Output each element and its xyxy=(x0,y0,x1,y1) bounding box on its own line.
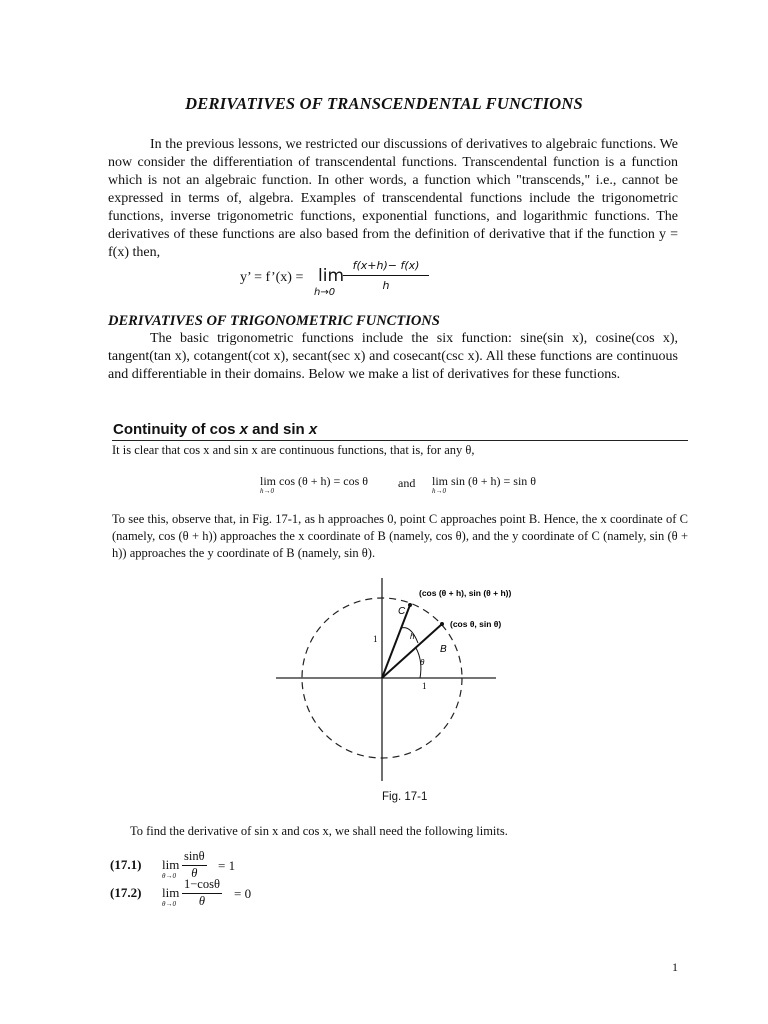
label-C: C xyxy=(398,606,406,617)
label-C-coords: (cos (θ + h), sin (θ + h)) xyxy=(419,588,512,598)
intro-paragraph xyxy=(108,136,678,262)
continuity-heading: Continuity of cos x and sin x xyxy=(113,421,318,438)
and-word: and xyxy=(398,476,416,490)
limit-cos-text: lim cos (θ + h) = cos θ xyxy=(260,474,369,488)
eq-denominator: θ xyxy=(191,866,198,880)
limit-sin-sub: h→0 xyxy=(432,487,446,495)
limit-cos xyxy=(260,474,369,495)
eq-lim-sub: θ→0 xyxy=(162,872,176,880)
formula-fraction xyxy=(343,259,429,292)
limits-intro: To find the derivative of sin x and cos x, we shall need the following limits. xyxy=(130,824,508,838)
intro-text: In the previous lessons, we restricted our discussions of derivatives to algebraic functions. We now consider the differentiation of transcendental functions. Transcendental function is a function which is not an algebraic function. In other words, a function which "transcends," i.e., cannot be expressed in terms of, algebra. Examples of transcendental functions include the trigonometric functions, inverse trigonometric functions, exponential functions, and logarithmic functions. The derivatives of these functions are also based from the definition of derivative that if the function y = f(x) then, xyxy=(108,137,678,260)
label-B: B xyxy=(440,644,447,655)
label-B-coords: (cos θ, sin θ) xyxy=(450,619,502,629)
point-B xyxy=(440,622,444,626)
label-h: h xyxy=(410,632,415,641)
eq-lim: lim xyxy=(162,885,180,900)
eq-rhs: = 1 xyxy=(218,858,236,873)
heading-rule xyxy=(112,440,688,441)
formula-lim-sub: h→0 xyxy=(314,287,336,298)
eq-rhs: = 0 xyxy=(234,886,252,901)
eq-numerator: sinθ xyxy=(182,849,207,866)
document-page: DERIVATIVES OF TRANSCENDENTAL FUNCTIONS In the previous lessons, we restricted our discussions of derivatives to algebraic functions. We now consider the differentiation of transcendental functions. Transcendental function is a function which is not an algebraic function. In other words, a function which "transcends," i.e., cannot be expressed in terms of, algebra. Examples of transcendental functions include the trigonometric functions, inverse trigonometric functions, exponential functions, and logarithmic functions. The derivatives of these functions are also based from the definition of derivative that if the function y = f(x) then, y’ = f’(x) = lim h→0 $\frac{f(x+h)- f(x)}{h}$ DERIVATIVES OF TRIGONOMETRIC FUNCTIONS The basic trigonometric functions include the six function: sine(sin x), cosine(cos x), tangent(tan x), cotangent(cot x), secant(sec x) and cosecant(csc x). All these functions are continuous and differentiable in their domains. Below we make a list of derivatives for these functions. Continuity of cos x and sin x It is clear that cos x and sin x are continuous functions, that is, for any θ, lim cos (θ + h) = cos θ h→0 and lim sin (θ + h) = sin θ h→0 To see this, observe that, in Fig. 17-1, as h approaches 0, point C approaches point B. Hence, the x coordinate of C (namely, cos (θ + h)) approaches the x coordinate of B (namely, cos θ), and the y coordinate of C (namely, sin (θ + h)) approaches the y coordinate of B (namely, sin θ). C B (cos (θ + h), sin (θ + h)) (cos θ, sin θ) h θ 1 1 Fig. 17-1 To find the derivative of sin x and cos x, we shall need the following limits. (17.1) lim θ→0 $\frac{\sin\theta}{\theta}$ = 1 (17.2) lim θ→0 $\frac{1-\cos\theta}{\theta}$ = 0 1 xyxy=(0,0,768,1024)
formula-lhs: y’ = f’(x) = xyxy=(240,270,304,285)
limit-sin xyxy=(432,474,537,495)
trig-paragraph xyxy=(108,330,678,384)
eq-lim: lim xyxy=(162,857,180,872)
eq-numerator: 1−cosθ xyxy=(182,877,222,894)
trig-text: The basic trigonometric functions include the six function: sine(sin x), cosine(cos x), tangent(tan x), cotangent(cot x), secant(sec x) and cosecant(csc x). All these functions are continuous and differentiable in their domains. Below we make a list of derivatives for these functions. xyxy=(108,331,678,382)
page-number: 1 xyxy=(672,960,678,974)
formula-denominator: h xyxy=(382,279,390,292)
label-theta: θ xyxy=(420,658,425,667)
eq-label: (17.1) xyxy=(110,857,142,872)
eq-denominator: θ xyxy=(198,894,206,908)
trig-heading: DERIVATIVES OF TRIGONOMETRIC FUNCTIONS xyxy=(108,313,440,329)
label-one-x: 1 xyxy=(422,681,427,691)
continuity-explanation: To see this, observe that, in Fig. 17-1, as h approaches 0, point C approaches point B. Hence, the x coordinate of C (namely, cos (θ + h)) approaches the x coordinate of B (namely, cos θ), and the y coordinate of C (namely, sin (θ + h)) approaches the y coordinate of B (namely, sin θ). xyxy=(112,512,688,560)
limit-cos-sub: h→0 xyxy=(260,487,274,495)
limit-sin-text: lim sin (θ + h) = sin θ xyxy=(432,474,537,488)
label-one-y: 1 xyxy=(373,634,378,644)
formula-lim: lim xyxy=(318,266,345,286)
page-title: DERIVATIVES OF TRANSCENDENTAL FUNCTIONS xyxy=(185,94,583,113)
eq-lim-sub: θ→0 xyxy=(162,900,176,908)
eq-label: (17.2) xyxy=(110,885,142,900)
radius-to-C xyxy=(382,605,410,678)
point-C xyxy=(408,603,412,607)
unit-circle-figure xyxy=(270,576,570,786)
formula-numerator: f(x+h)− f(x) xyxy=(343,259,429,276)
eq-fraction xyxy=(182,877,222,909)
continuity-text: It is clear that cos x and sin x are continuous functions, that is, for any θ, xyxy=(112,443,475,457)
